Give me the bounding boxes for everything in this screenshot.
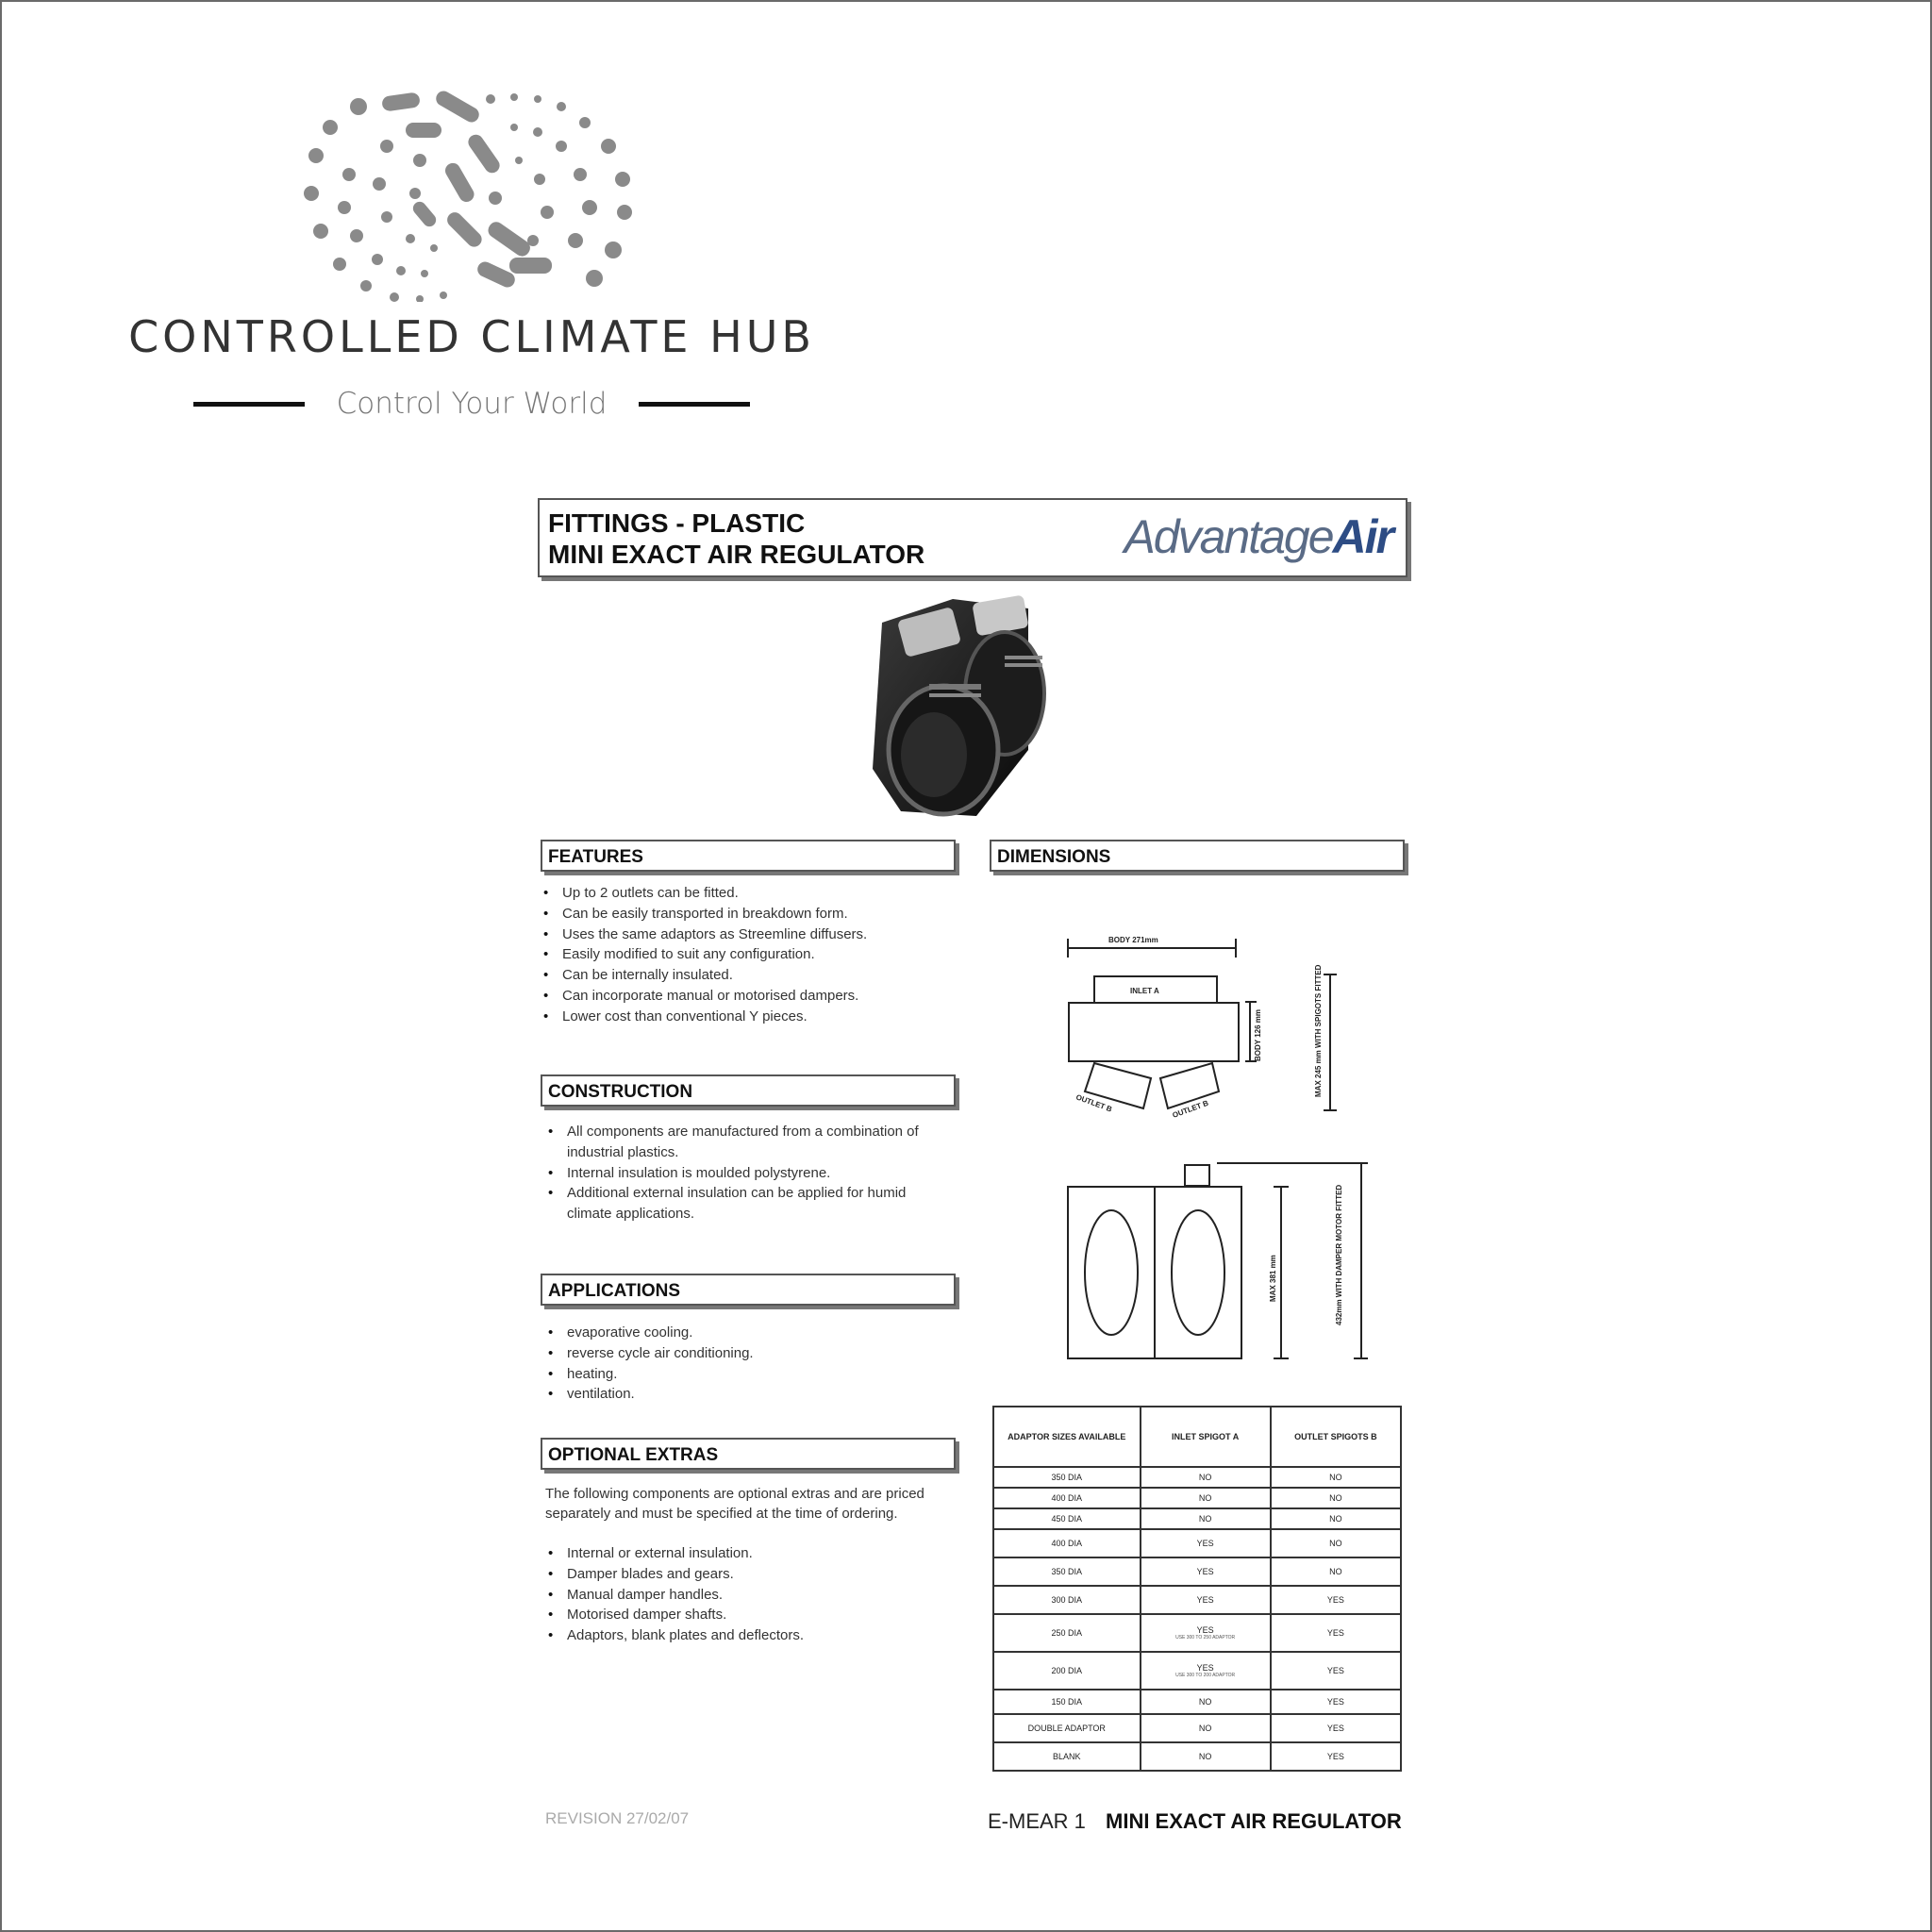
cell-text: YES xyxy=(1326,1724,1344,1733)
cell-text: NO xyxy=(1198,1514,1212,1524)
title-line-1: FITTINGS - PLASTIC xyxy=(548,508,806,538)
cell-text: 250 DIA xyxy=(1051,1628,1083,1638)
applications-heading: APPLICATIONS xyxy=(541,1274,956,1306)
list-item: • Easily modified to suit any configuration. xyxy=(562,944,977,965)
table-cell xyxy=(993,1742,1141,1771)
table-cell xyxy=(1271,1467,1401,1488)
cell-text: NO xyxy=(1198,1473,1212,1482)
optional-extras-heading: OPTIONAL EXTRAS xyxy=(541,1438,956,1470)
cell-text: NO xyxy=(1329,1514,1342,1524)
table-cell xyxy=(1141,1508,1271,1529)
cell-text: 450 DIA xyxy=(1051,1514,1083,1524)
table-cell xyxy=(1141,1467,1271,1488)
optional-extras-list xyxy=(546,1543,963,1646)
brand-name: CONTROLLED CLIMATE HUB xyxy=(128,311,815,362)
table-header: INLET SPIGOT A xyxy=(1141,1407,1271,1467)
table-cell xyxy=(993,1586,1141,1614)
body-width-label: BODY 271mm xyxy=(1108,936,1158,944)
features-heading: FEATURES xyxy=(541,840,956,872)
cell-text: YES xyxy=(1196,1567,1214,1576)
cell-text: 300 DIA xyxy=(1051,1595,1083,1605)
table-cell xyxy=(1271,1488,1401,1508)
table-header: ADAPTOR SIZES AVAILABLE xyxy=(993,1407,1141,1467)
list-item: • Up to 2 outlets can be fitted. xyxy=(562,883,977,904)
tagline-row xyxy=(193,382,750,425)
table-cell xyxy=(993,1467,1141,1488)
brand-logo-icon xyxy=(292,90,651,302)
table-row xyxy=(993,1467,1401,1488)
list-item: • Can be internally insulated. xyxy=(562,965,977,986)
tagline-rule-left xyxy=(193,402,305,407)
table-row xyxy=(993,1690,1401,1714)
cell-text: YES xyxy=(1196,1625,1214,1635)
list-item: • Can be easily transported in breakdown form. xyxy=(562,904,977,924)
table-cell xyxy=(1141,1488,1271,1508)
table-row xyxy=(993,1586,1401,1614)
table-cell xyxy=(1271,1714,1401,1742)
cell-text: NO xyxy=(1329,1539,1342,1548)
list-item: • Uses the same adaptors as Streemline diffusers. xyxy=(562,924,977,945)
cell-text: 350 DIA xyxy=(1051,1473,1083,1482)
applications-list xyxy=(546,1323,944,1405)
footer-title: MINI EXACT AIR REGULATOR xyxy=(1106,1809,1402,1833)
table-row xyxy=(993,1529,1401,1557)
footer-code: E-MEAR 1 xyxy=(988,1809,1086,1833)
list-item: • evaporative cooling. xyxy=(567,1323,944,1343)
table-row xyxy=(993,1714,1401,1742)
list-item: • Lower cost than conventional Y pieces. xyxy=(562,1007,977,1027)
list-item: • heating. xyxy=(567,1364,944,1385)
document-title-box xyxy=(538,498,1407,577)
cell-text: DOUBLE ADAPTOR xyxy=(1027,1724,1106,1733)
table-cell xyxy=(1271,1742,1401,1771)
cell-text: NO xyxy=(1198,1493,1212,1503)
title-line-2: MINI EXACT AIR REGULATOR xyxy=(548,540,925,569)
table-header: OUTLET SPIGOTS B xyxy=(1271,1407,1401,1467)
logo-light-text: Advantage xyxy=(1124,510,1333,563)
max-side-label: MAX 381 mm xyxy=(1269,1255,1277,1302)
list-item: • All components are manufactured from a combination of industrial plastics. xyxy=(567,1122,944,1163)
list-item: • Additional external insulation can be applied for humid climate applications. xyxy=(567,1183,944,1224)
table-cell xyxy=(1271,1614,1401,1652)
cell-text: YES xyxy=(1196,1539,1214,1548)
list-item: • Can incorporate manual or motorised dampers. xyxy=(562,986,977,1007)
table-cell xyxy=(993,1529,1141,1557)
cell-text: YES xyxy=(1196,1595,1214,1605)
table-row xyxy=(993,1488,1401,1508)
table-cell xyxy=(993,1614,1141,1652)
adaptor-table xyxy=(992,1406,1402,1772)
table-cell xyxy=(1141,1652,1271,1690)
features-list xyxy=(541,883,977,1027)
cell-note: USE 300 TO 200 ADAPTOR xyxy=(1175,1673,1236,1678)
cell-text: NO xyxy=(1198,1697,1212,1707)
cell-text: 200 DIA xyxy=(1051,1666,1083,1675)
cell-text: NO xyxy=(1198,1752,1212,1761)
table-cell xyxy=(1271,1557,1401,1586)
cell-text: 400 DIA xyxy=(1051,1493,1083,1503)
table-cell xyxy=(1271,1690,1401,1714)
table-cell xyxy=(1271,1586,1401,1614)
document-title xyxy=(548,508,924,570)
table-cell xyxy=(1141,1714,1271,1742)
cell-text: YES xyxy=(1326,1628,1344,1638)
cell-text: YES xyxy=(1326,1595,1344,1605)
table-cell xyxy=(1141,1529,1271,1557)
table-row xyxy=(993,1508,1401,1529)
optional-extras-intro: The following components are optional extras and are priced separately and must be specified at the time of ordering. xyxy=(545,1486,924,1522)
list-item: • Damper blades and gears. xyxy=(567,1564,963,1585)
cell-text: YES xyxy=(1326,1666,1344,1675)
table-cell xyxy=(993,1690,1141,1714)
advantage-air-logo xyxy=(1124,509,1392,564)
brand-tagline: Control Your World xyxy=(336,387,608,421)
table-row xyxy=(993,1557,1401,1586)
list-item: • reverse cycle air conditioning. xyxy=(567,1343,944,1364)
list-item: • Internal or external insulation. xyxy=(567,1543,963,1564)
cell-text: YES xyxy=(1326,1697,1344,1707)
table-cell xyxy=(1141,1614,1271,1652)
table-row xyxy=(993,1652,1401,1690)
cell-text: NO xyxy=(1198,1724,1212,1733)
list-item: • Motorised damper shafts. xyxy=(567,1605,963,1625)
table-cell xyxy=(993,1508,1141,1529)
cell-text: YES xyxy=(1196,1663,1214,1673)
max-height-label: MAX 245 mm WITH SPIGOTS FITTED xyxy=(1314,964,1323,1097)
cell-text: NO xyxy=(1329,1493,1342,1503)
list-item: • Internal insulation is moulded polystyrene. xyxy=(567,1163,944,1184)
cell-text: 150 DIA xyxy=(1051,1697,1083,1707)
table-cell xyxy=(993,1652,1141,1690)
table-cell xyxy=(1141,1557,1271,1586)
cell-text: YES xyxy=(1326,1752,1344,1761)
construction-heading: CONSTRUCTION xyxy=(541,1074,956,1107)
cell-text: BLANK xyxy=(1053,1752,1081,1761)
table-cell xyxy=(1141,1742,1271,1771)
table-cell xyxy=(993,1488,1141,1508)
list-item: • Manual damper handles. xyxy=(567,1585,963,1606)
inlet-label: INLET A xyxy=(1130,987,1159,995)
cell-note: USE 300 TO 250 ADAPTOR xyxy=(1175,1635,1236,1641)
dimensions-heading: DIMENSIONS xyxy=(990,840,1405,872)
outlet-b-left-label: OUTLET B xyxy=(1074,1092,1113,1114)
table-cell xyxy=(1141,1690,1271,1714)
cell-text: NO xyxy=(1329,1473,1342,1482)
tagline-rule-right xyxy=(639,402,750,407)
table-cell xyxy=(1271,1508,1401,1529)
table-cell xyxy=(1271,1529,1401,1557)
table-row xyxy=(993,1614,1401,1652)
table-cell xyxy=(993,1714,1141,1742)
product-photo xyxy=(863,590,1090,830)
table-cell xyxy=(993,1557,1141,1586)
list-item: • Adaptors, blank plates and deflectors. xyxy=(567,1625,963,1646)
cell-text: NO xyxy=(1329,1567,1342,1576)
list-item: • ventilation. xyxy=(567,1384,944,1405)
damper-height-label: 432mm WITH DAMPER MOTOR FITTED xyxy=(1335,1184,1343,1325)
logo-bold-text: Air xyxy=(1332,510,1392,563)
cell-text: 350 DIA xyxy=(1051,1567,1083,1576)
table-cell xyxy=(1271,1652,1401,1690)
construction-list xyxy=(546,1122,944,1224)
dimensions-diagram xyxy=(1057,929,1377,1373)
table-header-row xyxy=(993,1407,1401,1467)
outlet-b-right-label: OUTLET B xyxy=(1171,1098,1210,1120)
table-row xyxy=(993,1742,1401,1771)
cell-text: 400 DIA xyxy=(1051,1539,1083,1548)
body-height-label: BODY 126 mm xyxy=(1254,1009,1262,1061)
table-cell xyxy=(1141,1586,1271,1614)
revision-label: REVISION 27/02/07 xyxy=(545,1809,690,1827)
